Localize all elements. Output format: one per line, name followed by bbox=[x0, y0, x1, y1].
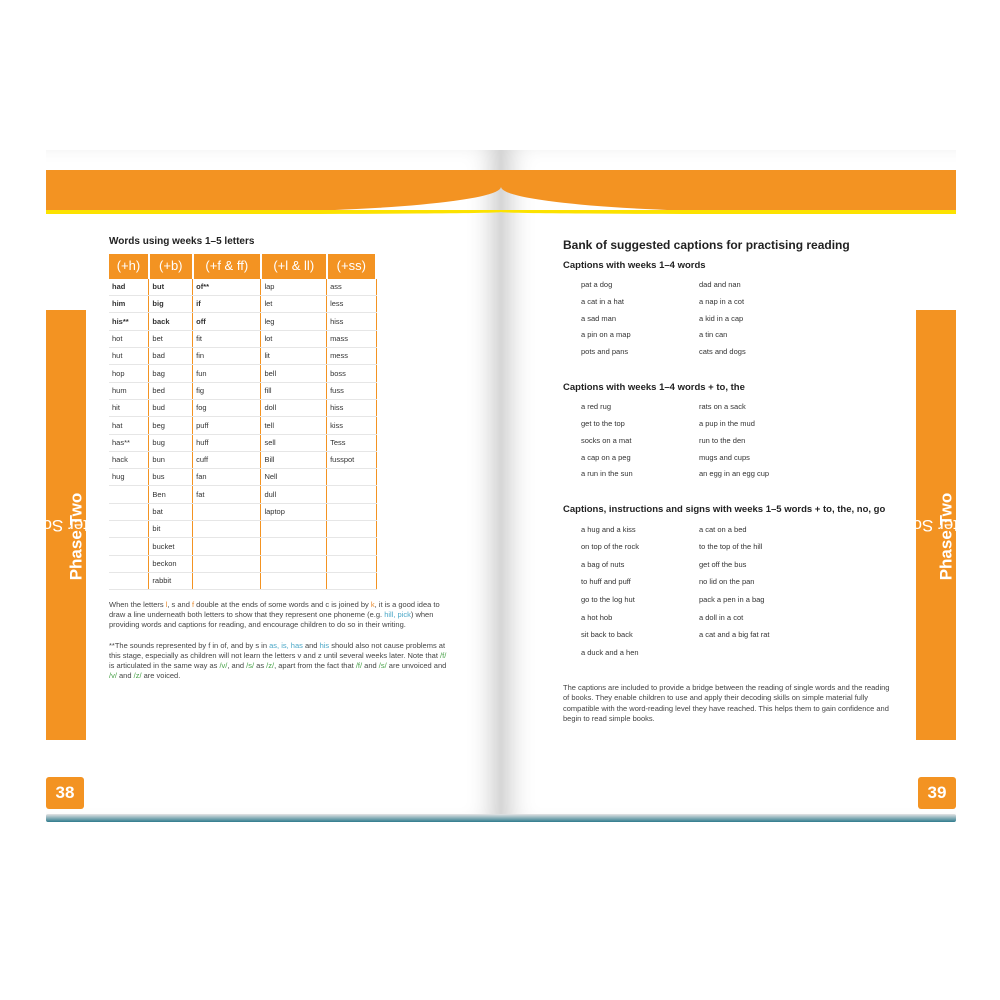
note-text: , it is a good idea to draw a line underneath both letters to show that they represent one phoneme (e.g. bbox=[109, 600, 440, 620]
table-cell: hiss bbox=[327, 399, 376, 416]
caption-item: get off the bus bbox=[699, 559, 747, 569]
caption-item: get to the top bbox=[581, 419, 625, 429]
table-cell bbox=[193, 555, 261, 572]
table-cell: kiss bbox=[327, 417, 376, 434]
caption-item: a tin can bbox=[699, 330, 728, 340]
left-page bbox=[0, 150, 501, 820]
table-row bbox=[109, 382, 376, 399]
word-table-header bbox=[109, 254, 376, 279]
table-cell: mass bbox=[327, 330, 376, 347]
side-tab-prefix: Letter Sounds: bbox=[0, 516, 112, 535]
caption-item: rats on a sack bbox=[699, 402, 746, 412]
caption-item: a bag of nuts bbox=[581, 559, 625, 569]
table-cell: fusspot bbox=[327, 451, 376, 468]
table-row bbox=[109, 417, 376, 434]
table-cell: hug bbox=[109, 469, 149, 486]
column-header: (+ss) bbox=[327, 254, 376, 279]
side-tab-strong: Phase Two bbox=[66, 492, 86, 581]
page-edge bbox=[46, 814, 956, 822]
table-cell: fat bbox=[193, 486, 261, 503]
table-cell bbox=[327, 521, 376, 538]
table-cell bbox=[327, 555, 376, 572]
side-tab-prefix: Letter Sounds: bbox=[870, 516, 982, 535]
table-cell bbox=[109, 503, 149, 520]
table-cell: huff bbox=[193, 434, 261, 451]
table-cell: hut bbox=[109, 348, 149, 365]
table-cell: has** bbox=[109, 434, 149, 451]
note-text: and bbox=[362, 660, 379, 670]
table-cell: fog bbox=[193, 399, 261, 416]
note-letter: k bbox=[370, 600, 375, 610]
table-cell: hiss bbox=[327, 313, 376, 330]
banner-stripe bbox=[501, 210, 956, 214]
caption-item: socks on a mat bbox=[581, 435, 632, 445]
note-text: and bbox=[302, 640, 320, 650]
table-cell: hop bbox=[109, 365, 149, 382]
caption-item: pots and pans bbox=[581, 347, 629, 357]
table-cell: less bbox=[327, 296, 376, 313]
caption-item: pat a dog bbox=[581, 279, 613, 289]
top-banner bbox=[501, 170, 956, 212]
table-cell bbox=[193, 572, 261, 589]
note-text: When the letters bbox=[109, 600, 166, 610]
table-cell: bat bbox=[149, 503, 193, 520]
table-row bbox=[109, 486, 376, 503]
table-cell: dull bbox=[261, 486, 327, 503]
note-text: as bbox=[254, 660, 267, 670]
page-title: Bank of suggested captions for practising reading bbox=[563, 238, 850, 252]
table-cell bbox=[327, 503, 376, 520]
caption-list bbox=[581, 402, 893, 486]
table-row bbox=[109, 313, 376, 330]
caption-item: a run in the sun bbox=[581, 469, 633, 479]
table-cell bbox=[109, 555, 149, 572]
table-cell bbox=[109, 521, 149, 538]
open-book bbox=[0, 150, 982, 830]
table-cell: cuff bbox=[193, 451, 261, 468]
page-number: 38 bbox=[46, 777, 84, 809]
word-table bbox=[109, 254, 377, 590]
caption-item: a doll in a cot bbox=[699, 612, 744, 622]
table-cell: doll bbox=[261, 399, 327, 416]
note-text: and bbox=[301, 650, 318, 660]
note-phoneme: /f/ bbox=[440, 650, 447, 660]
table-row bbox=[109, 434, 376, 451]
caption-item: a cap on a peg bbox=[581, 452, 631, 462]
caption-item bbox=[699, 648, 817, 666]
table-cell: bad bbox=[149, 348, 193, 365]
section-heading: Captions, instructions and signs with weeks 1–5 words + to, the, no, go bbox=[563, 504, 886, 516]
table-row bbox=[109, 469, 376, 486]
note-phoneme: /s/ bbox=[246, 660, 255, 670]
caption-item: a kid in a cap bbox=[699, 313, 744, 323]
section-heading: Captions with weeks 1–4 words + to, the bbox=[563, 381, 745, 393]
table-cell: bucket bbox=[149, 538, 193, 555]
table-row bbox=[109, 330, 376, 347]
note-letter: v bbox=[297, 650, 302, 660]
right-page bbox=[501, 150, 982, 820]
note-phoneme: /s/ bbox=[378, 660, 387, 670]
note-text: **The sounds represented by f in of, and by s in bbox=[109, 640, 270, 650]
section-title: Words using weeks 1–5 letters bbox=[109, 236, 255, 247]
table-cell: fill bbox=[261, 382, 327, 399]
note-text: are voiced. bbox=[141, 670, 181, 680]
caption-section bbox=[563, 504, 893, 665]
table-cell bbox=[109, 572, 149, 589]
table-cell: lit bbox=[261, 348, 327, 365]
table-cell bbox=[327, 486, 376, 503]
table-cell: bet bbox=[149, 330, 193, 347]
table-row bbox=[109, 572, 376, 589]
right-content bbox=[563, 238, 893, 724]
note-letter: f bbox=[191, 600, 195, 610]
table-cell: bus bbox=[149, 469, 193, 486]
table-cell: Tess bbox=[327, 434, 376, 451]
note-text: , s and bbox=[167, 600, 192, 610]
table-cell: his** bbox=[109, 313, 149, 330]
caption-section bbox=[563, 260, 893, 364]
side-tab bbox=[870, 310, 982, 740]
note-phoneme: /v/ bbox=[219, 660, 228, 670]
note-sounds bbox=[109, 641, 449, 682]
table-cell: Bill bbox=[261, 451, 327, 468]
caption-item: a cat and a big fat rat bbox=[699, 630, 770, 640]
banner-stripe bbox=[46, 210, 501, 214]
table-row bbox=[109, 279, 376, 296]
table-cell: puff bbox=[193, 417, 261, 434]
table-cell: fin bbox=[193, 348, 261, 365]
note-example: his bbox=[319, 640, 330, 650]
table-cell: off bbox=[193, 313, 261, 330]
note-text: are unvoiced and bbox=[386, 660, 447, 670]
table-cell: big bbox=[149, 296, 193, 313]
note-phoneme: /f/ bbox=[355, 660, 363, 670]
caption-item: a sad man bbox=[581, 313, 617, 323]
table-cell: beg bbox=[149, 417, 193, 434]
table-cell bbox=[261, 572, 327, 589]
caption-item: a nap in a cot bbox=[699, 296, 745, 306]
table-row bbox=[109, 538, 376, 555]
note-doubling bbox=[109, 600, 449, 630]
section-heading: Captions with weeks 1–4 words bbox=[563, 259, 706, 271]
table-cell: beckon bbox=[149, 555, 193, 572]
note-letter: z bbox=[317, 650, 322, 660]
table-cell: laptop bbox=[261, 503, 327, 520]
caption-list bbox=[581, 525, 893, 666]
table-cell bbox=[327, 572, 376, 589]
table-cell: lot bbox=[261, 330, 327, 347]
caption-item: no lid on the pan bbox=[699, 577, 755, 587]
table-cell: leg bbox=[261, 313, 327, 330]
caption-item: go to the log hut bbox=[581, 594, 635, 604]
note-example: hill, pick bbox=[384, 610, 411, 620]
table-cell: bell bbox=[261, 365, 327, 382]
side-tab-strong: Phase Two bbox=[936, 492, 956, 581]
table-cell bbox=[109, 486, 149, 503]
table-cell: if bbox=[193, 296, 261, 313]
table-cell: fit bbox=[193, 330, 261, 347]
table-cell: Ben bbox=[149, 486, 193, 503]
caption-item: a cat in a hat bbox=[581, 296, 624, 306]
table-cell: back bbox=[149, 313, 193, 330]
table-cell: bug bbox=[149, 434, 193, 451]
note-text: is articulated in the same way as bbox=[109, 660, 220, 670]
column-header: (+h) bbox=[109, 254, 149, 279]
table-cell bbox=[327, 469, 376, 486]
table-row bbox=[109, 365, 376, 382]
column-header: (+b) bbox=[149, 254, 193, 279]
note-text: ) when providing words and captions for reading, and encourage children to do so in their writing. bbox=[109, 610, 434, 630]
note-phoneme: /z/ bbox=[133, 670, 142, 680]
table-cell: bag bbox=[149, 365, 193, 382]
caption-item: a hot hob bbox=[581, 612, 613, 622]
table-cell: tell bbox=[261, 417, 327, 434]
table-cell: Nell bbox=[261, 469, 327, 486]
caption-item: a hug and a kiss bbox=[581, 524, 636, 534]
note-phoneme: /v/ bbox=[109, 670, 117, 680]
caption-item: a red rug bbox=[581, 402, 612, 412]
side-tab bbox=[0, 310, 112, 740]
column-header: (+f & ff) bbox=[193, 254, 261, 279]
table-row bbox=[109, 399, 376, 416]
caption-item: mugs and cups bbox=[699, 452, 750, 462]
table-cell: fig bbox=[193, 382, 261, 399]
table-cell bbox=[193, 538, 261, 555]
caption-item: to the top of the hill bbox=[699, 542, 763, 552]
table-cell: mess bbox=[327, 348, 376, 365]
table-cell: rabbit bbox=[149, 572, 193, 589]
left-content bbox=[109, 235, 449, 681]
note-text: and bbox=[116, 670, 134, 680]
table-row bbox=[109, 503, 376, 520]
caption-item: a cat on a bed bbox=[699, 524, 747, 534]
column-header: (+l & ll) bbox=[261, 254, 327, 279]
table-cell: hit bbox=[109, 399, 149, 416]
explanation-paragraph: The captions are included to provide a bridge between the reading of single words and the reading of books. They enable children to use and apply their decoding skills on simple material fully compatible with the word-reading level they have reached. This helps them to gain confidence and begin to read simple books. bbox=[563, 683, 890, 723]
top-banner bbox=[46, 170, 501, 212]
table-cell bbox=[193, 521, 261, 538]
caption-item: a duck and a hen bbox=[581, 647, 639, 657]
table-cell: but bbox=[149, 279, 193, 296]
table-cell: fuss bbox=[327, 382, 376, 399]
caption-section bbox=[563, 382, 893, 486]
table-cell: let bbox=[261, 296, 327, 313]
table-cell bbox=[261, 521, 327, 538]
note-phoneme: /z/ bbox=[266, 660, 275, 670]
table-cell: hum bbox=[109, 382, 149, 399]
note-text: , and bbox=[227, 660, 247, 670]
table-cell: had bbox=[109, 279, 149, 296]
note-text: , apart from the fact that bbox=[274, 660, 356, 670]
table-cell: boss bbox=[327, 365, 376, 382]
table-cell: bun bbox=[149, 451, 193, 468]
page-number: 39 bbox=[918, 777, 956, 809]
table-row bbox=[109, 521, 376, 538]
table-row bbox=[109, 348, 376, 365]
caption-item: a pup in the mud bbox=[699, 419, 755, 429]
caption-item: dad and nan bbox=[699, 279, 741, 289]
table-cell: hot bbox=[109, 330, 149, 347]
note-example: as, is, has bbox=[269, 640, 303, 650]
table-cell: ass bbox=[327, 279, 376, 296]
table-cell: him bbox=[109, 296, 149, 313]
table-row bbox=[109, 555, 376, 572]
table-cell: of** bbox=[193, 279, 261, 296]
table-cell: bud bbox=[149, 399, 193, 416]
note-text: should also not cause problems at this stage, especially as children will not learn the letters bbox=[109, 640, 446, 660]
caption-item: pack a pen in a bag bbox=[699, 594, 765, 604]
note-text: until several weeks later. Note that bbox=[321, 650, 441, 660]
caption-list bbox=[581, 280, 893, 364]
word-table-body bbox=[109, 279, 376, 590]
table-cell bbox=[193, 503, 261, 520]
caption-item: on top of the rock bbox=[581, 542, 639, 552]
table-cell: lap bbox=[261, 279, 327, 296]
table-cell: sell bbox=[261, 434, 327, 451]
table-cell bbox=[109, 538, 149, 555]
table-row bbox=[109, 296, 376, 313]
table-cell: hack bbox=[109, 451, 149, 468]
caption-item: cats and dogs bbox=[699, 347, 746, 357]
table-cell: bed bbox=[149, 382, 193, 399]
note-text: double at the ends of some words and c is joined by bbox=[194, 600, 371, 610]
table-cell: fun bbox=[193, 365, 261, 382]
caption-item: an egg in an egg cup bbox=[699, 469, 770, 479]
caption-item: sit back to back bbox=[581, 630, 633, 640]
caption-item: to huff and puff bbox=[581, 577, 631, 587]
table-cell: fan bbox=[193, 469, 261, 486]
table-cell: hat bbox=[109, 417, 149, 434]
table-cell bbox=[261, 555, 327, 572]
note-letter: l bbox=[165, 600, 168, 610]
table-cell bbox=[261, 538, 327, 555]
table-cell bbox=[327, 538, 376, 555]
caption-item: a pin on a map bbox=[581, 330, 631, 340]
table-cell: bit bbox=[149, 521, 193, 538]
table-row bbox=[109, 451, 376, 468]
caption-item: run to the den bbox=[699, 435, 746, 445]
